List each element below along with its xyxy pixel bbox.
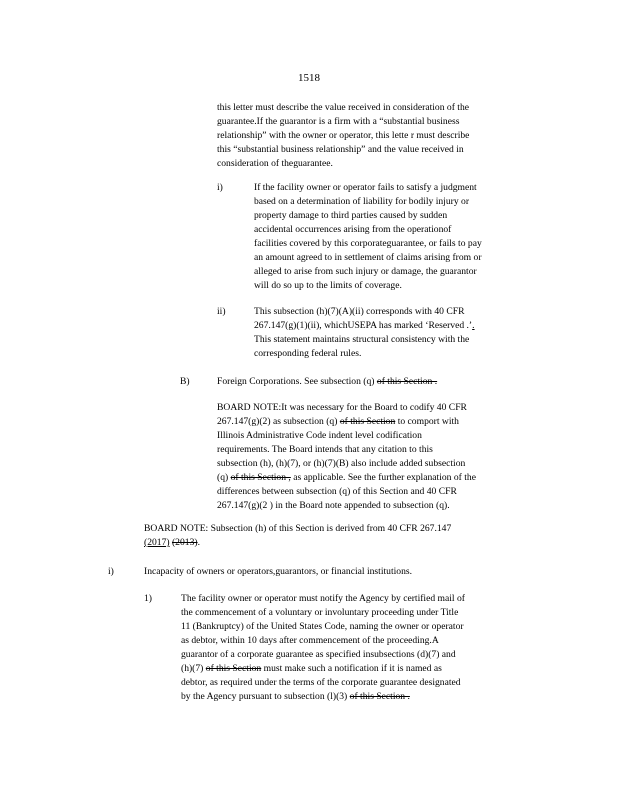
text-line: requirements. The Board intends that any citation to this: [217, 444, 433, 455]
paragraph-item-ii: [254, 305, 539, 361]
text-line: as debtor, within 10 days after commencement of the proceeding.A: [181, 635, 439, 646]
text-run: (h)(7): [181, 663, 204, 674]
board-note-derivation: [144, 522, 534, 550]
text-line: [217, 375, 517, 389]
text-line: Illinois Administrative Code indent level codification: [217, 430, 422, 441]
text-line: facilities covered by this corporateguarantee, or fails to pay: [254, 238, 482, 249]
text-line: This subsection (h)(7)(A)(ii) corresponds with 40 CFR: [254, 306, 465, 317]
item-label-i: i): [217, 182, 223, 193]
text-run: Foreign Corporations. See subsection (q): [217, 376, 375, 387]
heading-incapacity: [144, 565, 484, 579]
text-line: 267.147(g)(2 ) in the Board note appended to subsection (q).: [217, 500, 450, 511]
item-label-B: B): [180, 376, 190, 387]
text-line: will do so up to the limits of coverage.: [254, 280, 402, 291]
item-label-ii: ii): [217, 306, 226, 317]
text-line: corresponding federal rules.: [254, 348, 362, 359]
deleted-text: of this Section: [205, 663, 262, 674]
text-line: [144, 536, 534, 550]
text-line: subsection (h), (h)(7), or (h)(7)(B) also include added subsection: [217, 458, 466, 469]
text-line: based on a determination of liability for bodily injury or: [254, 196, 470, 207]
text-line: If the facility owner or operator fails to satisfy a judgment: [254, 182, 477, 193]
deleted-text: of this Section: [339, 416, 396, 427]
text-line: [217, 415, 539, 429]
text-line: Incapacity of owners or operators,guarantors, or financial institutions.: [144, 566, 413, 577]
text-line: guarantee.If the guarantor is a firm with a “substantial business: [217, 116, 460, 127]
paragraph-item-1: [181, 592, 539, 704]
board-note-foreign-corporations: [217, 401, 539, 513]
text-line: property damage to third parties caused by sudden: [254, 210, 448, 221]
text-run: as applicable. See the further explanation of the: [293, 472, 476, 483]
deleted-text: of this Section ,: [230, 472, 291, 483]
text-line: BOARD NOTE: Subsection (h) of this Section is derived from 40 CFR 267.147: [144, 523, 452, 534]
text-line: consideration of theguarantee.: [217, 158, 333, 169]
text-line: [254, 319, 539, 333]
text-line: differences between subsection (q) of this Section and 40 CFR: [217, 486, 457, 497]
text-line: debtor, as required under the terms of the corporate guarantee designated: [181, 677, 461, 688]
paragraph-item-B: [217, 375, 517, 389]
text-line: This statement maintains structural consistency with the: [254, 334, 470, 345]
text-run: 267.147(g)(1)(ii), whichUSEPA has marked ‘Reserved .’: [254, 320, 473, 331]
text-line: an amount agreed to in settlement of claims arising from or: [254, 252, 482, 263]
text-run: 267.147(g)(2) as subsection (q): [217, 416, 338, 427]
text-line: [217, 471, 539, 485]
inserted-text: (2017): [144, 537, 170, 548]
inserted-text: .: [472, 320, 475, 331]
text-run: (q): [217, 472, 229, 483]
item-label-i-main: i): [108, 566, 114, 577]
page-number: 1518: [298, 72, 320, 84]
text-line: this “substantial business relationship” and the value received in: [217, 144, 464, 155]
text-run: by the Agency pursuant to subsection (l)(3): [181, 691, 348, 702]
text-run: to comport with: [397, 416, 459, 427]
paragraph-letter-description: [217, 101, 535, 171]
text-line: the commencement of a voluntary or involuntary proceeding under Title: [181, 607, 459, 618]
item-label-1: 1): [144, 593, 152, 604]
deleted-text: (2013): [171, 537, 198, 548]
deleted-text: of this Section .: [349, 691, 410, 702]
text-line: guarantor of a corporate guarantee as specified insubsections (d)(7) and: [181, 649, 456, 660]
text-run: must make such a notification if it is named as: [263, 663, 442, 674]
text-line: 11 (Bankruptcy) of the United States Code, naming the owner or operator: [181, 621, 464, 632]
text-line: accidental occurrences arising from the operationof: [254, 224, 452, 235]
text-line: [181, 662, 539, 676]
text-line: alleged to arise from such injury or damage, the guarantor: [254, 266, 477, 277]
paragraph-item-i: [254, 181, 534, 293]
text-line: BOARD NOTE:It was necessary for the Board to codify 40 CFR: [217, 402, 467, 413]
deleted-text: of this Section .: [376, 376, 438, 387]
text-line: [181, 690, 539, 704]
text-line: this letter must describe the value received in consideration of the: [217, 102, 470, 113]
text-line: The facility owner or operator must notify the Agency by certified mail of: [181, 593, 465, 604]
text-line: relationship” with the owner or operator, this lette r must describe: [217, 130, 470, 141]
text-run: .: [197, 537, 200, 548]
